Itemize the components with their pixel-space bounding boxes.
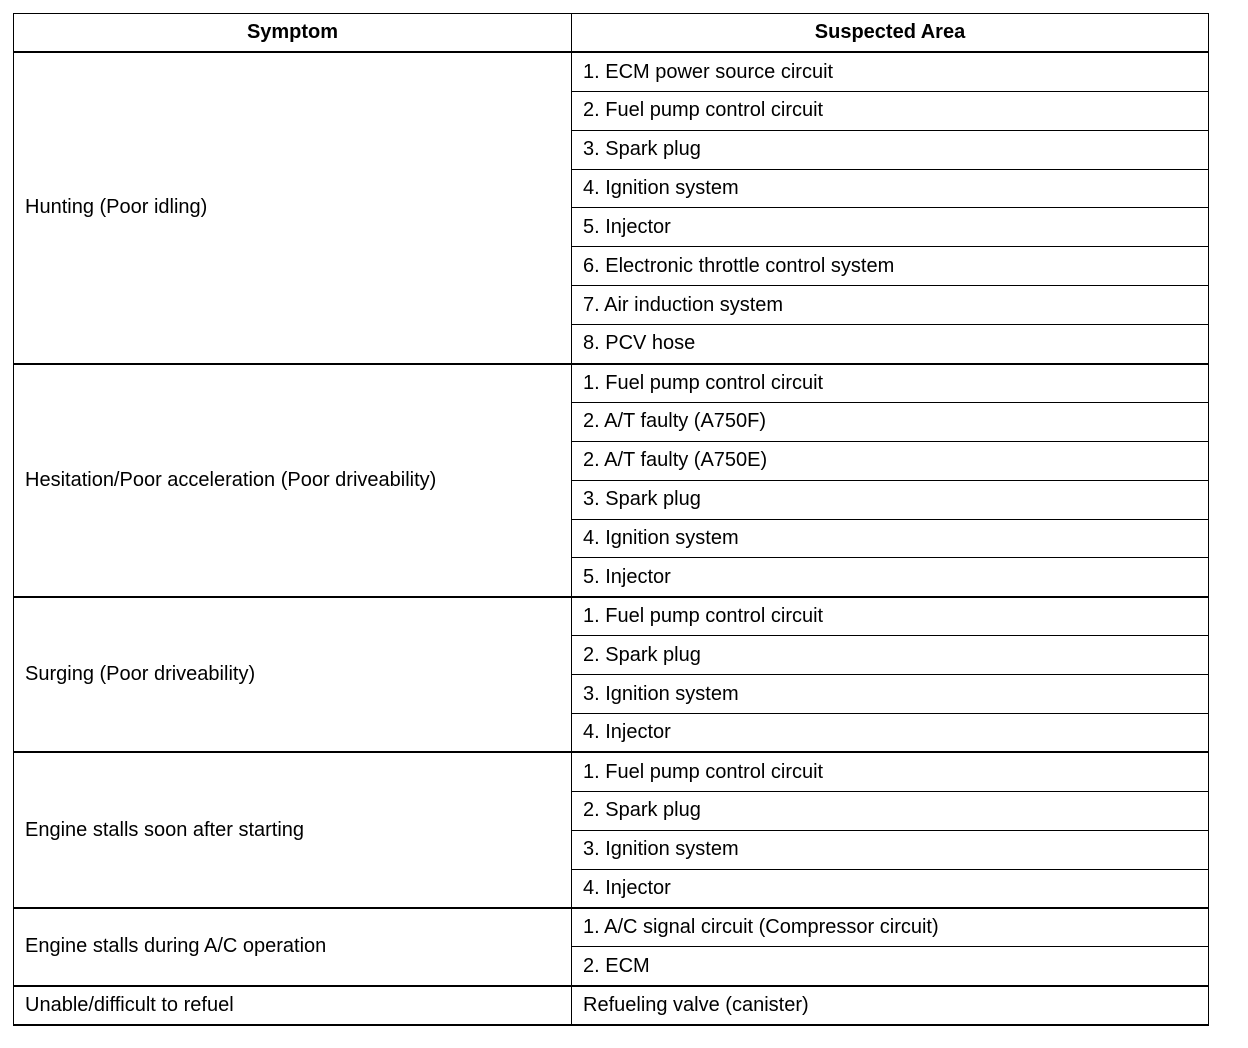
suspected-area-cell: 1. Fuel pump control circuit [572, 364, 1209, 403]
suspected-area-cell: 3. Spark plug [572, 130, 1209, 169]
table-row [14, 752, 1209, 791]
suspected-area-cell: 6. Electronic throttle control system [572, 247, 1209, 286]
suspected-area-cell: 3. Spark plug [572, 480, 1209, 519]
suspected-area-cell: 1. Fuel pump control circuit [572, 752, 1209, 791]
symptom-table [13, 13, 1209, 1026]
suspected-area-cell: Refueling valve (canister) [572, 986, 1209, 1025]
symptom-cell: Unable/difficult to refuel [14, 986, 572, 1025]
suspected-area-cell: 2. Spark plug [572, 791, 1209, 830]
suspected-area-cell: 2. ECM [572, 947, 1209, 986]
suspected-area-cell: 1. Fuel pump control circuit [572, 597, 1209, 636]
table-row [14, 364, 1209, 403]
symptom-cell: Hunting (Poor idling) [14, 52, 572, 363]
suspected-area-cell: 4. Injector [572, 869, 1209, 908]
suspected-area-cell: 5. Injector [572, 208, 1209, 247]
table-body [14, 52, 1209, 1024]
suspected-area-cell: 3. Ignition system [572, 830, 1209, 869]
table-row [14, 908, 1209, 947]
suspected-area-cell: 4. Ignition system [572, 169, 1209, 208]
suspected-area-cell: 5. Injector [572, 558, 1209, 597]
suspected-area-cell: 1. ECM power source circuit [572, 52, 1209, 91]
suspected-area-cell: 4. Injector [572, 714, 1209, 753]
header-row [14, 14, 1209, 53]
suspected-area-cell: 2. A/T faulty (A750E) [572, 441, 1209, 480]
suspected-area-cell: 3. Ignition system [572, 675, 1209, 714]
suspected-area-cell: 8. PCV hose [572, 325, 1209, 364]
suspected-area-cell: 2. Fuel pump control circuit [572, 91, 1209, 130]
header-symptom: Symptom [14, 14, 572, 53]
suspected-area-cell: 7. Air induction system [572, 286, 1209, 325]
symptom-cell: Engine stalls during A/C operation [14, 908, 572, 986]
table-row [14, 986, 1209, 1025]
table-row [14, 52, 1209, 91]
suspected-area-cell: 2. A/T faulty (A750F) [572, 402, 1209, 441]
symptom-cell: Hesitation/Poor acceleration (Poor driveability) [14, 364, 572, 597]
symptom-cell: Surging (Poor driveability) [14, 597, 572, 753]
suspected-area-cell: 4. Ignition system [572, 519, 1209, 558]
suspected-area-cell: 1. A/C signal circuit (Compressor circuit) [572, 908, 1209, 947]
table-row [14, 597, 1209, 636]
header-suspected-area: Suspected Area [572, 14, 1209, 53]
symptom-cell: Engine stalls soon after starting [14, 752, 572, 908]
suspected-area-cell: 2. Spark plug [572, 636, 1209, 675]
